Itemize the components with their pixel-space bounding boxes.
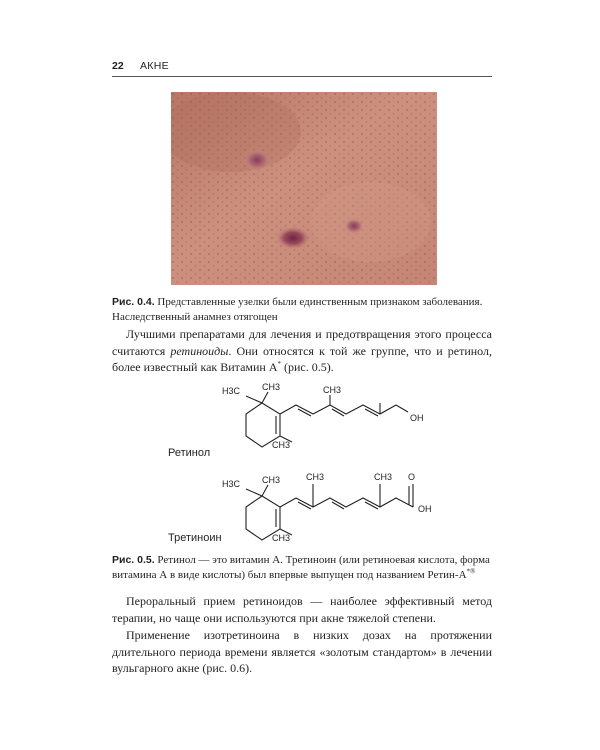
atom-label: CH3: [262, 382, 281, 392]
atom-label: CH3: [306, 472, 325, 482]
atom-label: CH3: [262, 475, 281, 485]
tretinoin-structure: [246, 484, 413, 540]
page-number: 22: [112, 60, 124, 72]
figure-0-5-caption: Рис. 0.5. Ретинол — это витамин А. Третиноин (или ретиноевая кислота, форма витамина А в виде кислоты) был впервые выпущен под названием Ретин-А*®: [112, 554, 490, 581]
atom-label: CH3: [374, 472, 393, 482]
paragraph-isotretinoin: Применение изотретиноина в низких дозах на протяжении длительного периода времени является «золотым стандартом» в лечении вульгарного акне (рис. 0.6).: [112, 628, 492, 675]
emphasis: ретиноиды: [170, 343, 229, 358]
running-head-title: АКНЕ: [140, 60, 169, 72]
caption-text: Ретинол — это витамин А. Третиноин (или ретиноевая кислота, форма витамина А в виде кислоты) был впервые выпущен под названием Ретин-А: [112, 554, 490, 581]
tretinoin-label: Третиноин: [168, 532, 222, 544]
atom-label: OH: [418, 504, 432, 514]
retinol-structure: [246, 392, 408, 447]
atom-label: O: [408, 472, 416, 482]
atom-label: CH3: [272, 440, 291, 450]
atom-label: CH3: [323, 385, 342, 395]
atom-label: OH: [410, 413, 424, 423]
retinol-label: Ретинол: [168, 447, 211, 459]
figure-label: Рис. 0.5.: [112, 554, 155, 566]
paragraph-retinoids: Лучшими препаратами для лечения и предотвращения этого процесса считаются ретиноиды. Они относятся к той же группе, что и ретинол, более известный как Витамин А* (рис. 0.5).: [112, 327, 492, 374]
atom-label: H3C: [222, 479, 241, 489]
atom-label: H3C: [222, 386, 241, 396]
figure-label: Рис. 0.4.: [112, 296, 155, 308]
paragraph-oral-retinoids: Пероральный прием ретиноидов — наиболее эффективный метод терапии, но чаще они используются при акне тяжелой степени.: [112, 594, 492, 625]
caption-text: Представленные узелки были единственным признаком заболевания. Наследственный анамнез отягощен: [112, 296, 483, 323]
atom-label: CH3: [272, 533, 291, 543]
